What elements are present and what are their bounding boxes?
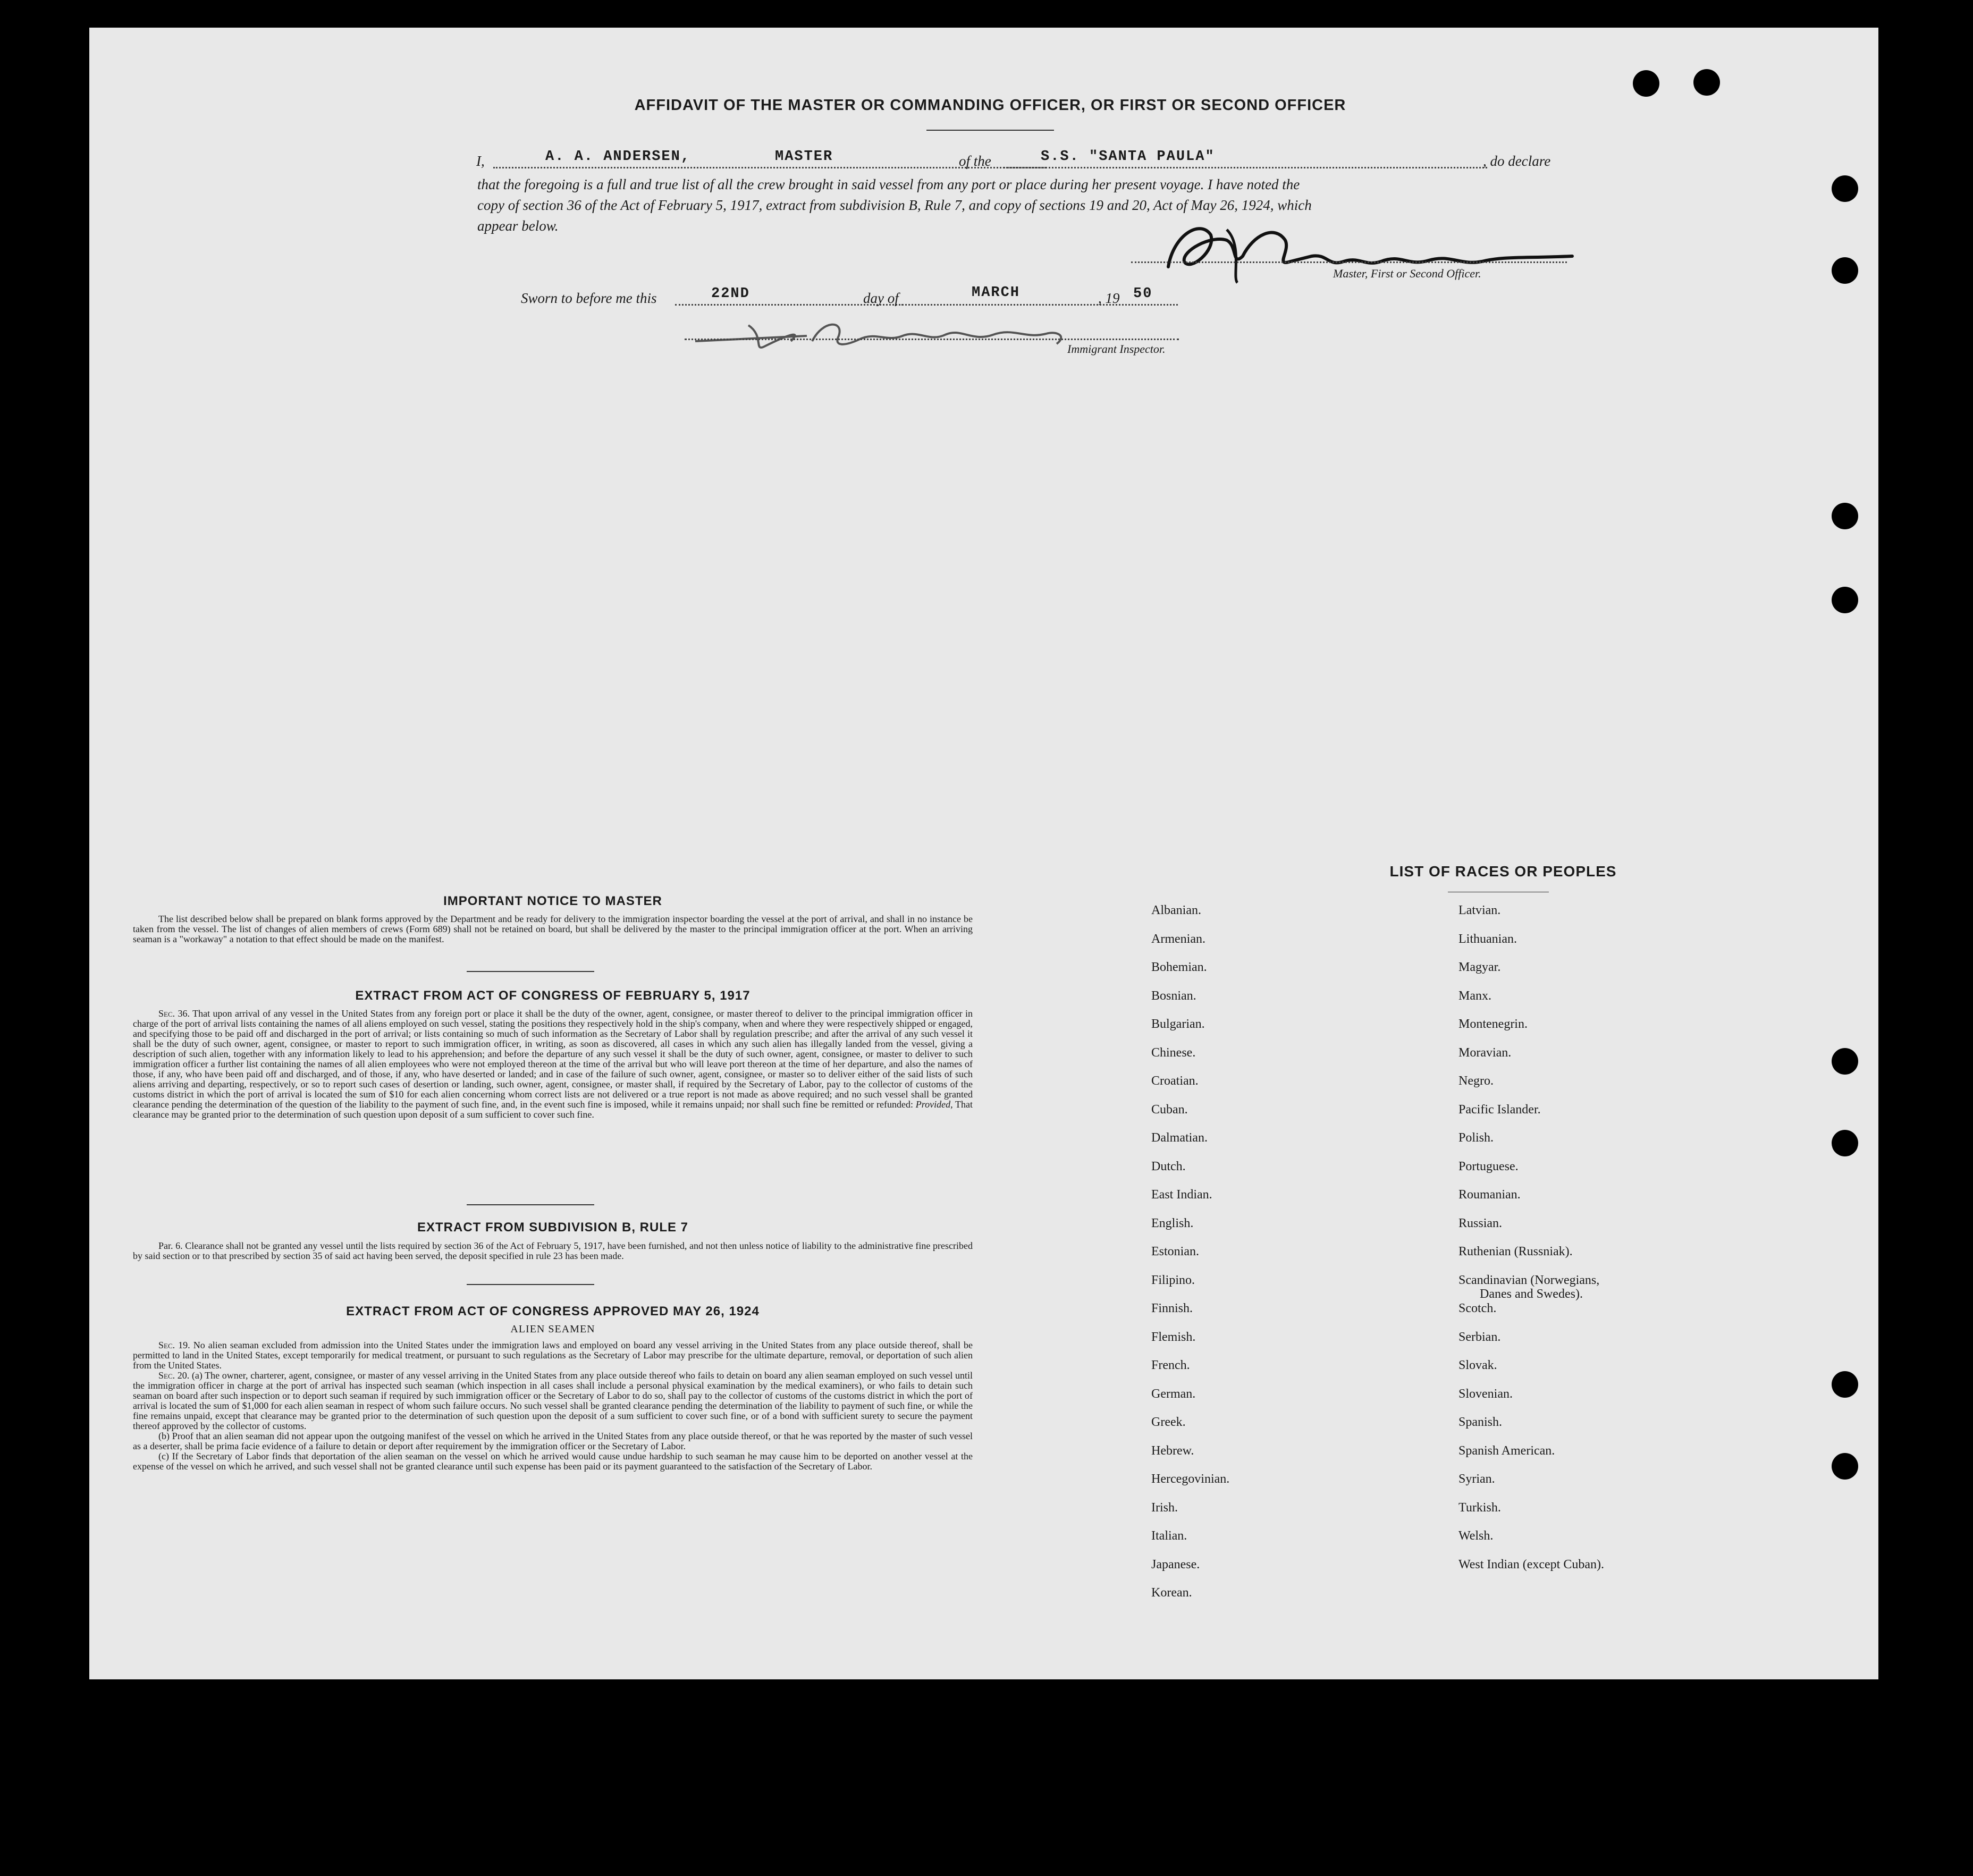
binder-hole xyxy=(1832,503,1858,529)
race-item: Roumanian. xyxy=(1458,1188,1521,1202)
rule7-divider xyxy=(467,1284,594,1285)
declaration-of-the: of the xyxy=(959,153,991,169)
sworn-prefix: Sworn to before me this xyxy=(521,290,657,306)
declaration-line-2: copy of section 36 of the Act of February 5, 1917, extract from subdivision B, Rule 7, and copy of sections 19 and 20, Act of May 26, 1924, which xyxy=(477,197,1312,213)
race-item: Bulgarian. xyxy=(1151,1017,1205,1031)
race-item: Serbian. xyxy=(1458,1330,1501,1344)
rule7-text xyxy=(133,1241,973,1261)
race-item: Dutch. xyxy=(1151,1159,1186,1173)
binder-hole xyxy=(1832,1048,1858,1075)
binder-hole xyxy=(1832,175,1858,202)
extract1924-subtitle: ALIEN SEAMEN xyxy=(510,1323,595,1335)
race-item: Russian. xyxy=(1458,1216,1503,1230)
affidavit-title: AFFIDAVIT OF THE MASTER OR COMMANDING OFFICER, OR FIRST OR SECOND OFFICER xyxy=(634,97,1346,114)
sec19-label: Sec. 19. xyxy=(158,1340,190,1350)
rule7-title: EXTRACT FROM SUBDIVISION B, RULE 7 xyxy=(417,1220,689,1235)
race-item: West Indian (except Cuban). xyxy=(1458,1557,1604,1571)
race-item: Lithuanian. xyxy=(1458,932,1517,946)
sworn-month: MARCH xyxy=(972,285,1021,301)
master-signature-line xyxy=(1131,261,1567,263)
binder-hole xyxy=(1633,70,1659,97)
race-item: Hebrew. xyxy=(1151,1443,1194,1458)
race-item: Polish. xyxy=(1458,1131,1494,1145)
race-item: Korean. xyxy=(1151,1586,1192,1600)
race-item: Moravian. xyxy=(1458,1045,1512,1060)
sworn-day: 22ND xyxy=(711,286,750,302)
binder-hole xyxy=(1832,1130,1858,1156)
race-item: Bosnian. xyxy=(1151,988,1196,1003)
race-item: Croatian. xyxy=(1151,1074,1199,1088)
race-item: Japanese. xyxy=(1151,1557,1200,1571)
extract1917-body: That upon arrival of any vessel in the United States from any foreign port or place it shall be the duty of the owner, agent, consignee, or master thereof to deliver to the principal immigration officer in charge of the port of arrival lists containing the names of all aliens employed on such vessel, stating the positions they respectively hold in the ship's company, when and where they were respectively shipped or engaged, and specifying those to be paid off and discharged in the port of arrival; or lists containing so much of such information as the Secretary of Labor shall by regulation prescribe; and after the arrival of any such vessel it shall be the duty of such owner, agent, consignee, or master to report to such immigration officer, in writing, as soon as discovered, all cases in which any such alien has illegally landed from the vessel, giving a description of such alien, together with any information likely to lead to his apprehension; and before the departure of any such vessel it shall be the duty of such owner, agent, consignee, or master to deliver to such immigration officer a further list containing the names of all alien employees who were not employed thereon at the time of the arrival but who will leave port thereon at the time of her departure, and also the names of those, if any, who have been paid off and discharged, and of those, if any, who have deserted or landed; and in case of the failure of such owner, agent, consignee, or master so to deliver either of the said lists of such aliens arriving and departing, respectively, or so to report such cases of desertion or landing, such owner, agent, consignee, or master shall, if required by the Secretary of Labor, pay to the collector of customs of the customs district in which the port of arrival is located the sum of $10 for each alien concerning whom correct lists are not delivered or a true report is not made as above required; and no such vessel shall be granted clearance pending the determination of the question of the liability to the payment of such fine, and, in the event such fine is imposed, while it remains unpaid; nor shall such fine be remitted or refunded: xyxy=(133,1008,973,1110)
extract1917-provided-label: Provided, xyxy=(915,1099,953,1110)
race-item: Slovak. xyxy=(1458,1358,1497,1372)
title-divider xyxy=(926,130,1054,131)
race-item: Scandinavian (Norwegians, xyxy=(1458,1273,1600,1287)
binder-hole xyxy=(1832,1371,1858,1398)
sec20-label: Sec. 20. xyxy=(158,1370,190,1381)
inspector-caption: Immigrant Inspector. xyxy=(1067,342,1166,356)
notice-divider xyxy=(467,971,594,972)
extract1917-divider xyxy=(467,1204,594,1205)
race-item: Ruthenian (Russniak). xyxy=(1458,1245,1573,1258)
notice-paragraph: The list described below shall be prepared on blank forms approved by the Department and be ready for delivery to the immigration inspector boarding the vessel at the port of arrival, and shall in no instance be taken from the vessel. The list of changes of alien members of crews (Form 689) shall not be retained on board, but shall be delivered by the master to the principal immigration officer at the port. When an arriving seaman is a "workaway" a notation to that effect should be made on the manifest. xyxy=(133,914,973,944)
race-item: French. xyxy=(1151,1358,1190,1372)
sec20c-text: (c) If the Secretary of Labor finds that deportation of the alien seaman on the vessel on which he arrived would cause undue hardship to such seaman he may cause him to be deported on another vessel at the expense of the vessel on which he arrived, and such vessel shall not be granted clearance until such expense has been paid or its payment guaranteed to the satisfaction of the Secretary of Labor. xyxy=(133,1451,973,1472)
race-item: East Indian. xyxy=(1151,1188,1212,1202)
declaration-do-declare: , do declare xyxy=(1483,153,1551,169)
race-item: Turkish. xyxy=(1458,1500,1501,1515)
race-item: Montenegrin. xyxy=(1458,1017,1528,1031)
race-item: German. xyxy=(1151,1387,1196,1401)
sec20a-text: (a) The owner, charterer, agent, consignee, or master of any vessel arriving in the United States from any place outside thereof who fails to detain on board any alien seaman employed on such vessel until the immigration officer in charge at the port of arrival has inspected such seaman (which inspection in all cases shall include a personal physical examination by the medical examiners), or who fails to detain such seaman on board after such inspection or to deport such seaman if required by such immigration officer or the Secretary of Labor to do so, shall pay to the collector of customs of the customs district in which the port of arrival is located the sum of $1,000 for each alien seaman in respect of whom such failure occurs. No such vessel shall be granted clearance pending the determination of the liability to payment of such fine, or while the fine remains unpaid, except that clearance may be granted prior to the determination of such question upon the deposit of a sum sufficient to cover such fine, or of a bond with sufficient surety to secure the payment thereof approved by the collector of customs. xyxy=(133,1370,973,1431)
race-item: Negro. xyxy=(1458,1074,1494,1088)
master-signature xyxy=(1152,203,1588,299)
race-item: Estonian. xyxy=(1151,1245,1199,1258)
declaration-line-1: that the foregoing is a full and true list of all the crew brought in said vessel from any port or place during her present voyage. I have noted the xyxy=(477,176,1300,192)
sworn-year-prefix: , 19 xyxy=(1098,290,1120,306)
race-item: Bohemian. xyxy=(1151,960,1207,974)
binder-hole xyxy=(1832,587,1858,613)
notice-title: IMPORTANT NOTICE TO MASTER xyxy=(443,894,662,908)
extract1924-title: EXTRACT FROM ACT OF CONGRESS APPROVED MAY 26, 1924 xyxy=(346,1304,760,1319)
inspector-signature-line xyxy=(685,339,1179,340)
vessel-dotline xyxy=(1004,167,1487,168)
rule7-paragraph: Par. 6. Clearance shall not be granted any vessel until the lists required by section 36 of the Act of February 5, 1917, have been furnished, and not then unless notice of liability to the administrative fine prescribed by said section or to that prescribed by section 35 of said act having been served, the deposit specified in rule 23 has been made. xyxy=(133,1240,973,1261)
extract1924-text xyxy=(133,1340,973,1472)
declaration-i: I, xyxy=(476,153,485,169)
race-item: Flemish. xyxy=(1151,1330,1196,1344)
race-item-continuation: Danes and Swedes). xyxy=(1480,1287,1583,1301)
extract1917-text xyxy=(133,1009,973,1120)
race-item: Cuban. xyxy=(1151,1102,1188,1117)
race-item: Manx. xyxy=(1458,988,1491,1003)
sec19-text: No alien seaman excluded from admission into the United States under the immigration laws and employed on board any vessel arriving in the United States from any place outside thereof, shall be permitted to land in the United States, except temporarily for medical treatment, or pursuant to such regulations as the Secretary of Labor may prescribe for the ultimate departure, removal, or deportation of such alien from the United States. xyxy=(133,1340,973,1371)
race-item: Greek. xyxy=(1151,1415,1186,1429)
race-item: Portuguese. xyxy=(1458,1159,1519,1173)
race-item: Finnish. xyxy=(1151,1302,1193,1315)
race-item: Hercegovinian. xyxy=(1151,1472,1230,1486)
notice-text xyxy=(133,914,973,944)
race-item: Filipino. xyxy=(1151,1273,1195,1287)
document-sheet xyxy=(89,28,1878,1679)
race-item: Magyar. xyxy=(1458,960,1501,974)
master-rank: MASTER xyxy=(775,149,833,165)
extract1917-title: EXTRACT FROM ACT OF CONGRESS OF FEBRUARY 5, 1917 xyxy=(355,988,751,1003)
binder-hole xyxy=(1693,69,1720,96)
binder-hole xyxy=(1832,257,1858,284)
master-name: A. A. ANDERSEN, xyxy=(545,149,691,165)
race-item: Spanish. xyxy=(1458,1415,1503,1429)
race-item: Chinese. xyxy=(1151,1045,1196,1060)
race-item: Italian. xyxy=(1151,1529,1187,1543)
race-item: Scotch. xyxy=(1458,1302,1497,1315)
sworn-year: 50 xyxy=(1133,286,1153,302)
master-caption: Master, First or Second Officer. xyxy=(1333,267,1481,280)
race-item: Spanish American. xyxy=(1458,1443,1555,1458)
race-item: Slovenian. xyxy=(1458,1387,1513,1401)
sec20b-text: (b) Proof that an alien seaman did not appear upon the outgoing manifest of the vessel on which he arrived in the United States from any place outside thereof, or that he was reported by the master of such vessel as a deserter, shall be prima facie evidence of a failure to detain or deport after requirement by the immigration officer or the Secretary of Labor. xyxy=(133,1431,973,1451)
race-item: Irish. xyxy=(1151,1500,1178,1515)
race-item: Latvian. xyxy=(1458,903,1501,917)
race-item: Dalmatian. xyxy=(1151,1131,1208,1145)
race-item: Syrian. xyxy=(1458,1472,1495,1486)
race-item: Armenian. xyxy=(1151,932,1205,946)
extract1917-section-label: Sec. 36. xyxy=(158,1008,190,1019)
races-title: LIST OF RACES OR PEOPLES xyxy=(1389,863,1617,880)
extract1917-provided-text: That clearance may be granted prior to the determination of such question upon deposit of a sum sufficient to cover such fine. xyxy=(133,1099,973,1120)
race-item: English. xyxy=(1151,1216,1194,1230)
sworn-day-of: day of xyxy=(863,290,899,306)
inspector-signature xyxy=(685,304,1120,362)
vessel-name: S.S. "SANTA PAULA" xyxy=(1041,149,1215,165)
race-item: Pacific Islander. xyxy=(1458,1102,1541,1117)
race-item: Albanian. xyxy=(1151,903,1201,917)
binder-hole xyxy=(1832,1453,1858,1480)
declaration-line-3: appear below. xyxy=(477,218,559,234)
race-item: Welsh. xyxy=(1458,1529,1494,1543)
